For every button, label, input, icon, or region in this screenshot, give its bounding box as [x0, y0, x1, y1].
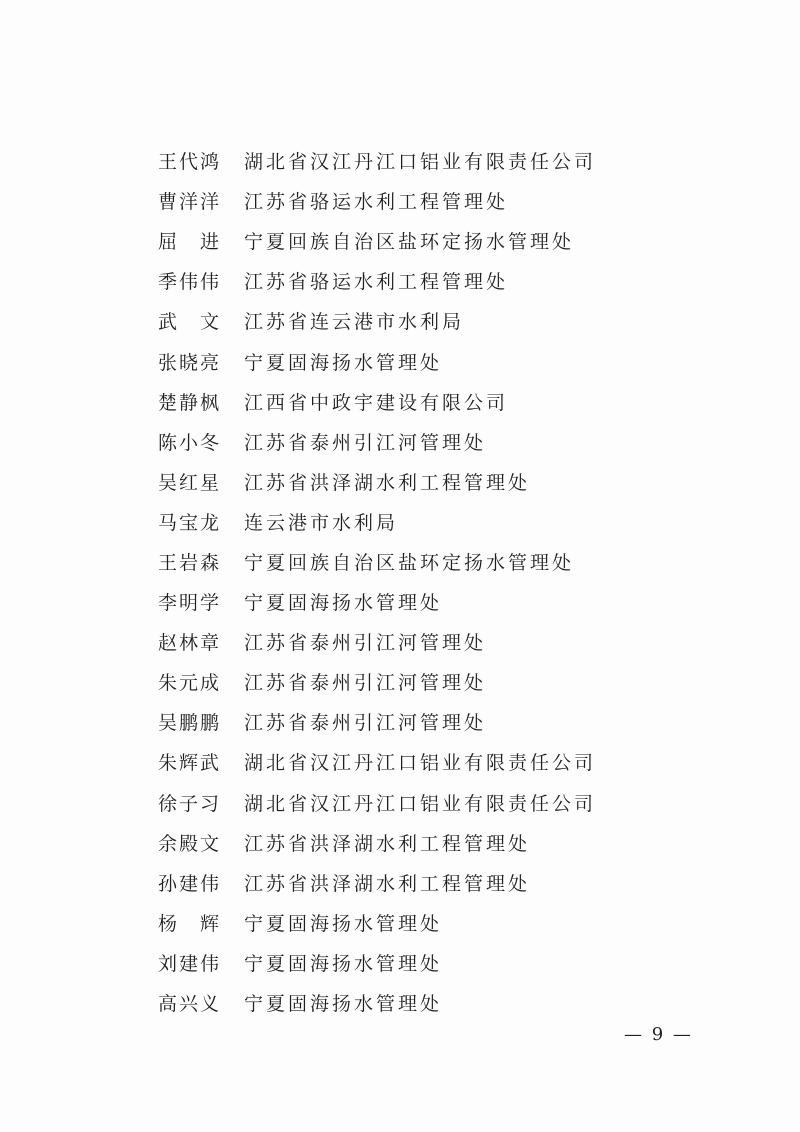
organization: 江苏省泰州引江河管理处 — [244, 431, 487, 454]
person-name: 王代鸿 — [158, 151, 222, 174]
organization: 江西省中政宇建设有限公司 — [244, 391, 509, 414]
organization: 宁夏回族自治区盐环定扬水管理处 — [244, 551, 575, 574]
person-name: 王岩森 — [158, 551, 222, 574]
person-name: 赵林章 — [158, 632, 222, 655]
list-item — [158, 302, 718, 342]
list-item — [158, 463, 718, 503]
organization: 湖北省汉江丹江口铝业有限责任公司 — [244, 752, 597, 775]
person-name: 刘建伟 — [158, 952, 222, 975]
list-item — [158, 383, 718, 423]
organization: 江苏省骆运水利工程管理处 — [244, 191, 509, 214]
organization: 宁夏回族自治区盐环定扬水管理处 — [244, 231, 575, 254]
organization: 连云港市水利局 — [244, 511, 399, 534]
list-item — [158, 984, 718, 1024]
list-item — [158, 342, 718, 382]
organization: 宁夏固海扬水管理处 — [244, 351, 443, 374]
list-item — [158, 743, 718, 783]
list-item — [158, 824, 718, 864]
person-name: 吴红星 — [158, 471, 222, 494]
list-item — [158, 904, 718, 944]
list-item — [158, 503, 718, 543]
organization: 宁夏固海扬水管理处 — [244, 592, 443, 615]
list-item — [158, 623, 718, 663]
list-item — [158, 262, 718, 302]
list-item — [158, 703, 718, 743]
name-list — [158, 142, 718, 1024]
organization: 江苏省洪泽湖水利工程管理处 — [244, 872, 531, 895]
list-item — [158, 583, 718, 623]
list-item — [158, 784, 718, 824]
person-name: 马宝龙 — [158, 511, 222, 534]
organization: 江苏省泰州引江河管理处 — [244, 632, 487, 655]
organization: 江苏省连云港市水利局 — [244, 311, 465, 334]
person-name: 朱辉武 — [158, 752, 222, 775]
list-item — [158, 663, 718, 703]
organization: 湖北省汉江丹江口铝业有限责任公司 — [244, 151, 597, 174]
list-item — [158, 142, 718, 182]
organization: 江苏省洪泽湖水利工程管理处 — [244, 471, 531, 494]
organization: 江苏省洪泽湖水利工程管理处 — [244, 832, 531, 855]
organization: 宁夏固海扬水管理处 — [244, 993, 443, 1016]
person-name: 余殿文 — [158, 832, 222, 855]
person-name: 高兴义 — [158, 993, 222, 1016]
person-name: 陈小冬 — [158, 431, 222, 454]
person-name: 徐子习 — [158, 792, 222, 815]
person-name: 吴鹏鹏 — [158, 712, 222, 735]
page-number: — 9 — — [624, 1024, 693, 1045]
organization: 江苏省泰州引江河管理处 — [244, 672, 487, 695]
person-name: 武 文 — [158, 311, 222, 334]
list-item — [158, 543, 718, 583]
list-item — [158, 423, 718, 463]
person-name: 张晓亮 — [158, 351, 222, 374]
person-name: 朱元成 — [158, 672, 222, 695]
person-name: 李明学 — [158, 592, 222, 615]
list-item — [158, 182, 718, 222]
organization: 宁夏固海扬水管理处 — [244, 912, 443, 935]
person-name: 杨 辉 — [158, 912, 222, 935]
organization: 江苏省泰州引江河管理处 — [244, 712, 487, 735]
person-name: 楚静枫 — [158, 391, 222, 414]
organization: 江苏省骆运水利工程管理处 — [244, 271, 509, 294]
person-name: 屈 进 — [158, 231, 222, 254]
person-name: 曹洋洋 — [158, 191, 222, 214]
list-item — [158, 944, 718, 984]
list-item — [158, 864, 718, 904]
person-name: 季伟伟 — [158, 271, 222, 294]
person-name: 孙建伟 — [158, 872, 222, 895]
list-item — [158, 222, 718, 262]
organization: 宁夏固海扬水管理处 — [244, 952, 443, 975]
organization: 湖北省汉江丹江口铝业有限责任公司 — [244, 792, 597, 815]
